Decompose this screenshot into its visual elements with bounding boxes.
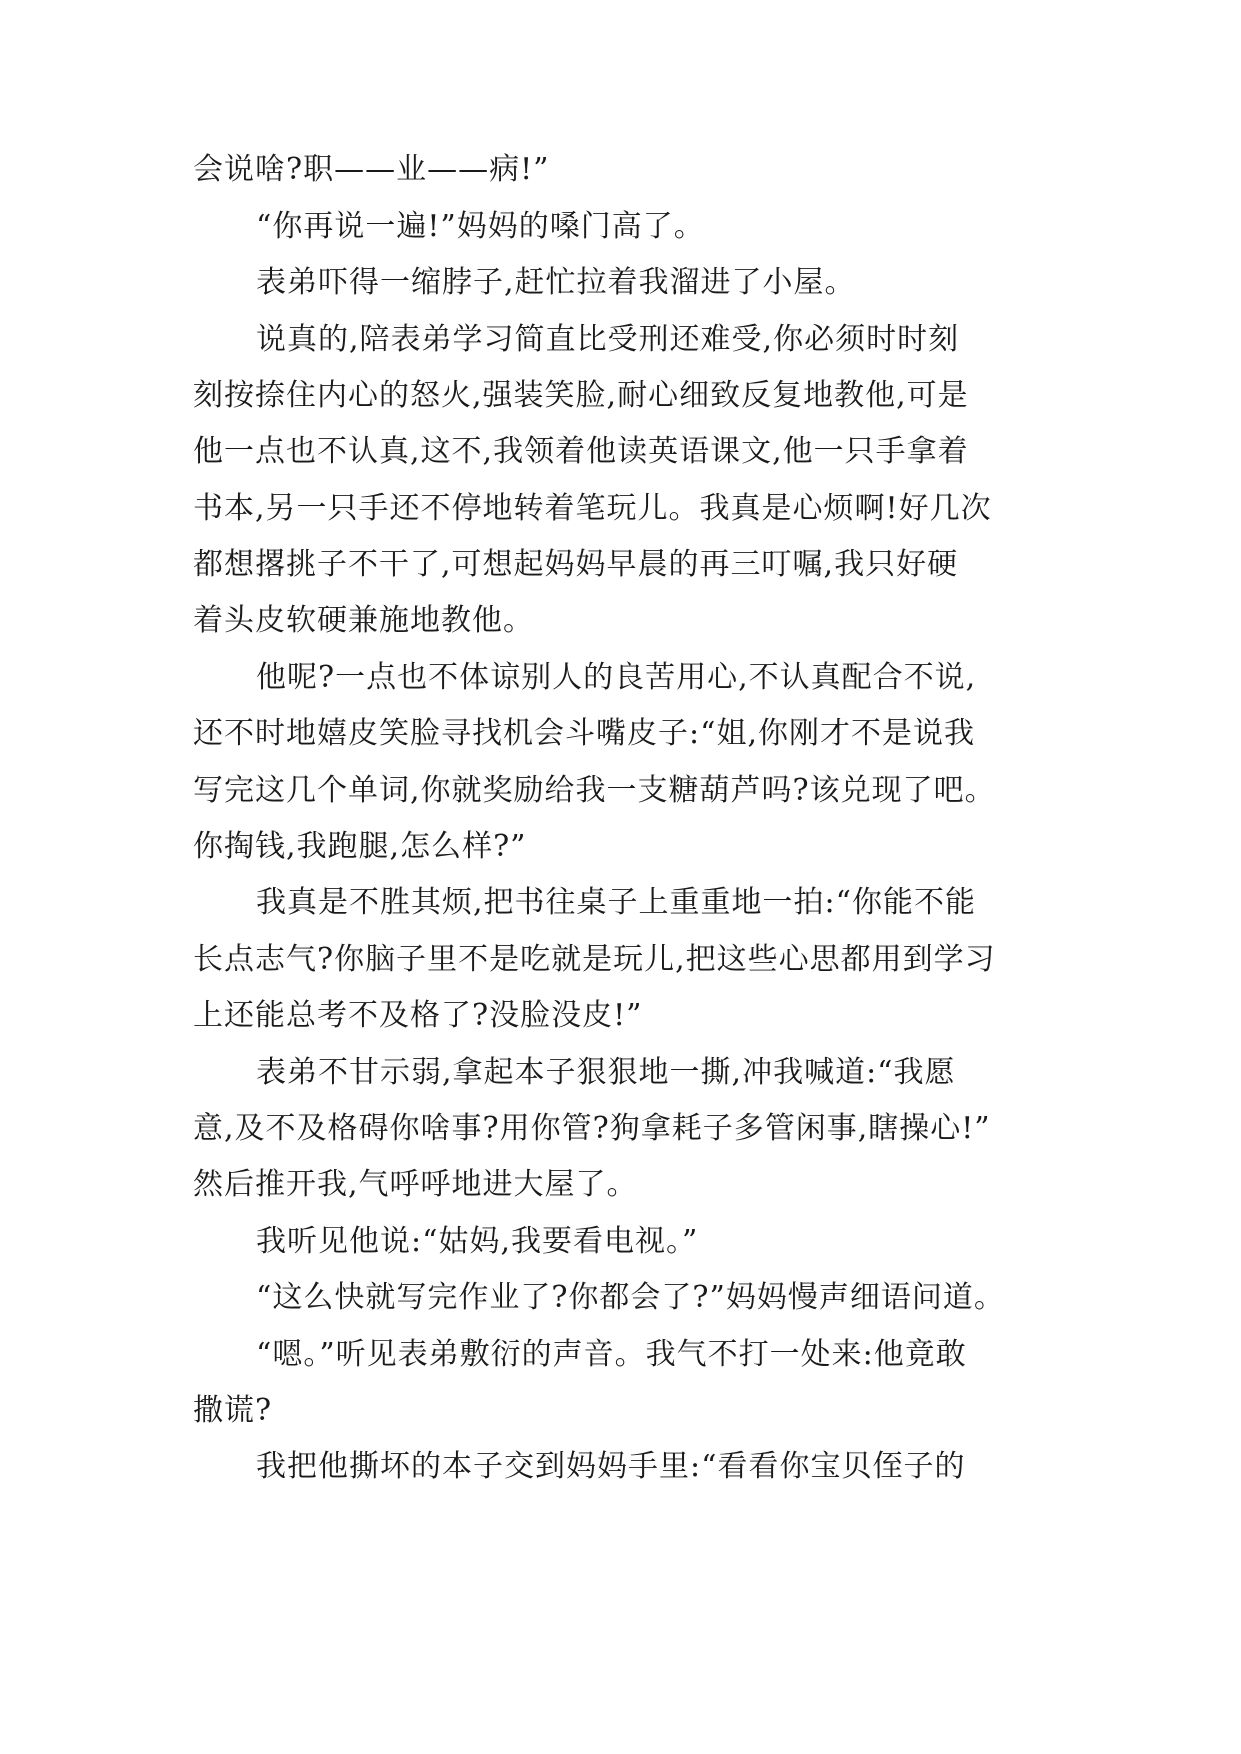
text-line: 我把他撕坏的本子交到妈妈手里:“看看你宝贝侄子的 — [256, 1449, 966, 1484]
text-line: 长点志气?你脑子里不是吃就是玩儿,把这些心思都用到学习 — [193, 942, 996, 977]
text-line: 上还能总考不及格了?没脸没皮!” — [193, 998, 643, 1033]
text-line: 然后推开我,气呼呼地进大屋了。 — [193, 1167, 638, 1202]
text-line: 说真的,陪表弟学习简直比受刑还难受,你必须时时刻 — [256, 322, 960, 357]
text-line: 书本,另一只手还不停地转着笔玩儿。我真是心烦啊!好几次 — [193, 491, 992, 526]
text-line: 写完这几个单词,你就奖励给我一支糖葫芦吗?该兑现了吧。 — [193, 773, 996, 808]
text-line: 我真是不胜其烦,把书往桌子上重重地一拍:“你能不能 — [256, 885, 976, 920]
text-line: 他呢?一点也不体谅别人的良苦用心,不认真配合不说, — [256, 660, 977, 695]
text-line: 都想撂挑子不干了,可想起妈妈早晨的再三叮嘱,我只好硬 — [193, 547, 959, 582]
text-line: 表弟吓得一缩脖子,赶忙拉着我溜进了小屋。 — [256, 265, 856, 300]
text-line: 他一点也不认真,这不,我领着他读英语课文,他一只手拿着 — [193, 434, 969, 469]
text-line: 意,及不及格碍你啥事?用你管?狗拿耗子多管闲事,瞎操心!” — [193, 1111, 991, 1146]
text-line: 着头皮软硬兼施地教他。 — [193, 603, 534, 638]
text-line: 你掏钱,我跑腿,怎么样?” — [193, 829, 527, 864]
text-line: “这么快就写完作业了?你都会了?”妈妈慢声细语问道。 — [256, 1280, 1005, 1315]
text-line: “你再说一遍!”妈妈的嗓门高了。 — [256, 209, 705, 244]
text-line: 刻按捺住内心的怒火,强装笑脸,耐心细致反复地教他,可是 — [193, 378, 969, 413]
text-line: 还不时地嬉皮笑脸寻找机会斗嘴皮子:“姐,你刚才不是说我 — [193, 716, 975, 751]
text-line: 表弟不甘示弱,拿起本子狠狠地一撕,冲我喊道:“我愿 — [256, 1055, 956, 1090]
text-line: 撒谎? — [193, 1393, 273, 1428]
text-line: 我听见他说:“姑妈,我要看电视。” — [256, 1224, 699, 1259]
text-line: “嗯。”听见表弟敷衍的声音。我气不打一处来:他竟敢 — [256, 1337, 967, 1372]
text-line: 会说啥?职——业——病!” — [193, 152, 550, 187]
